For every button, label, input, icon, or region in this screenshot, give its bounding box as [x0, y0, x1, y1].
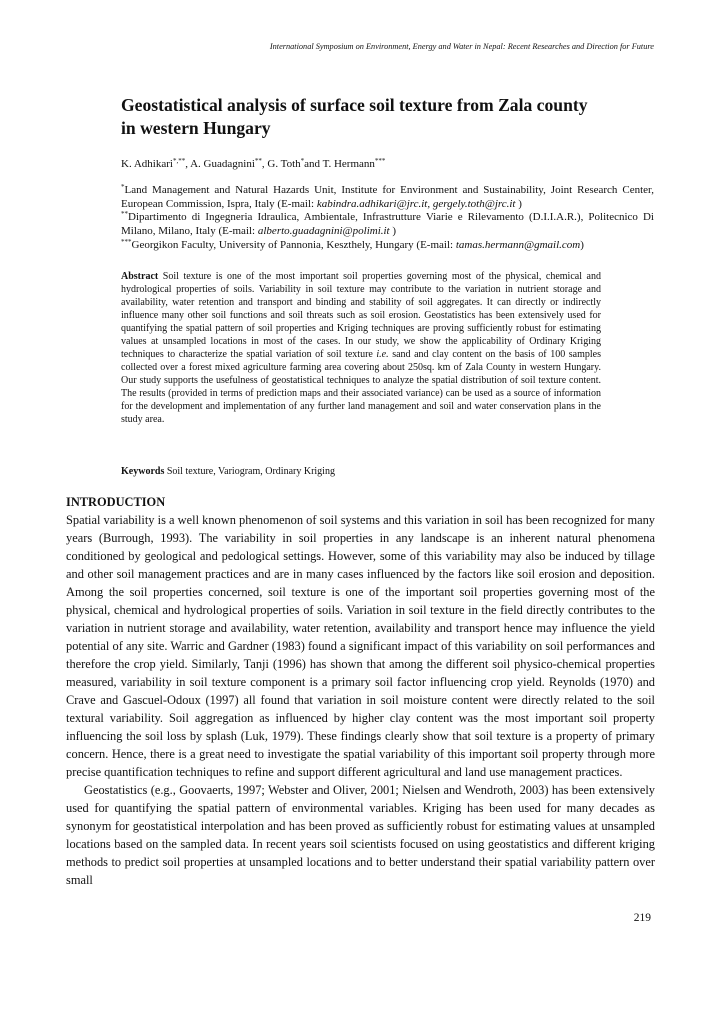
author-list	[121, 158, 641, 170]
affiliation	[121, 211, 654, 238]
author-affiliation-mark: *	[300, 157, 305, 165]
affiliation-mark: *	[121, 183, 125, 191]
author-name: K. Adhikari	[121, 158, 173, 170]
affiliation-close: )	[389, 225, 397, 238]
affiliation-mark: **	[121, 210, 128, 219]
abstract-italic-ie: i.e.	[376, 349, 389, 360]
affiliation-email: kabindra.adhikari@jrc.it, gergely.toth@jrc.it	[316, 197, 516, 210]
section-heading-introduction: INTRODUCTION	[66, 495, 166, 509]
author-separator: ,	[261, 158, 268, 170]
page-number: 219	[633, 912, 651, 924]
affiliation	[121, 239, 654, 253]
abstract-label: Abstract	[121, 271, 159, 282]
affiliation-close: )	[580, 238, 584, 251]
keywords-text: Soil texture, Variogram, Ordinary Kriging	[164, 466, 335, 477]
introduction-body	[66, 511, 655, 889]
body-paragraph: Geostatistics (e.g., Goovaerts, 1997; Webster and Oliver, 2001; Nielsen and Wendroth, 2003) has been extensively used for quantifying the spatial pattern of environmental variables. Kriging has been used for many decades as synonym for geostatistical interpolation and has been proved as sufficiently robust for estimating values at unsampled locations based on the sampled data. In recent years soil scientists focused on using geostatistics and different kriging methods to predict soil properties at unsampled locations and to better understand their spatial variability pattern over small	[66, 783, 655, 887]
author-affiliation-mark: **	[254, 157, 262, 165]
affiliation-text: Land Management and Natural Hazards Unit, Institute for Environment and Sustainability, Joint Research Center, European Commission, Ispra, Italy (E-mail:	[121, 184, 654, 210]
paper-title	[121, 94, 661, 140]
keywords	[121, 466, 601, 477]
affiliation-text: Georgikon Faculty, University of Pannonia, Keszthely, Hungary (E-mail:	[131, 238, 456, 251]
author-affiliation-mark: ***	[374, 157, 386, 165]
author-name: T. Hermann	[322, 158, 375, 170]
title-line-2: in western Hungary	[121, 118, 271, 138]
abstract-text: Soil texture is one of the most important soil properties governing most of the physical, chemical and hydrological properties of soils. Variability in soil texture may contribute to the variation in nutrient storage and availability, water retention and transport and binding and stability of soil aggregates. It can directly or indirectly influence many other soil functions and soil threats such as soil erosion. Geostatistics has been extensively used for quantifying the spatial pattern of soil properties and Kriging techniques are proving sufficiently robust for estimating values at unsampled locations in most of the cases. In our study, we show the applicability of Ordinary Kriging techniques to characterize the spatial variation of soil texture	[121, 271, 601, 360]
abstract	[121, 270, 601, 426]
affiliation-close: )	[515, 197, 522, 210]
body-paragraph: Spatial variability is a well known phenomenon of soil systems and this variation in soil has been recognized for many years (Burrough, 1993). The variability in soil properties in any landscape is an inherent natural phenomena conditioned by geological and pedological settings. However, some of this variability may also be induced by tillage and other soil management practices and are in many cases influenced by the factors like soil erosion and deposition. Among the soil properties concerned, soil texture is one of the important soil properties governing most of the physical, chemical and hydrological properties of soils. Variation in soil texture in the field directly contributes to the variation in nutrient storage and availability, water retention, availability and transport hence may influence the yield potential of any site. Warric and Gardner (1983) found a significant impact of this variability on soil performances and therefore the crop yield. Similarly, Tanji (1996) has shown that among the different soil physico-chemical properties measured, variability in soil texture component is a primary soil factor influencing crop yield. Reynolds (1970) and Crave and Gascuel-Odoux (1997) all found that variation in soil moisture content were directly related to the soil textural variability. Soil aggregation as influenced by higher clay content was the most important soil property influencing the soil loss by splash (Luk, 1979). These findings clearly show that soil texture is a property of primary concern. Hence, there is a great need to investigate the spatial variability of this important soil property through more precise quantification techniques to refine and support different agricultural and land use management practices.	[66, 513, 655, 779]
author-separator: and	[304, 158, 323, 170]
affiliation	[121, 184, 654, 211]
affiliations	[121, 184, 654, 253]
author-name: G. Toth	[267, 158, 301, 170]
author-separator: ,	[185, 158, 191, 170]
title-line-1: Geostatistical analysis of surface soil texture from Zala county	[121, 95, 588, 115]
author-name: A. Guadagnini	[190, 158, 255, 170]
affiliation-email: tamas.hermann@gmail.com	[455, 238, 581, 251]
running-header: International Symposium on Environment, Energy and Water in Nepal: Recent Researches and Direction for Future	[269, 42, 654, 51]
abstract-text-continued: sand and clay content on the basis of 100 samples collected over a forest mixed agriculture farming area covering about 250sq. km of Zala County in western Hungary. Our study supports the usefulness of geostatistical techniques to analyze the spatial distribution of soil texture content. The results (provided in terms of prediction maps and their associated variance) can be used as a source of information for the development and implementation of any further land management and soil and water conservation plans in the study area.	[121, 349, 601, 425]
affiliation-mark: ***	[121, 237, 132, 246]
keywords-label: Keywords	[121, 466, 165, 477]
affiliation-text: Dipartimento di Ingegneria Idraulica, Ambientale, Infrastrutture Viarie e Rilevamento (D.I.I.A.R.), Politecnico Di Milano, Milano, Italy (E-mail:	[121, 211, 654, 238]
affiliation-email: alberto.guadagnini@polimi.it	[257, 225, 390, 238]
author-affiliation-mark: *,**	[172, 157, 186, 165]
